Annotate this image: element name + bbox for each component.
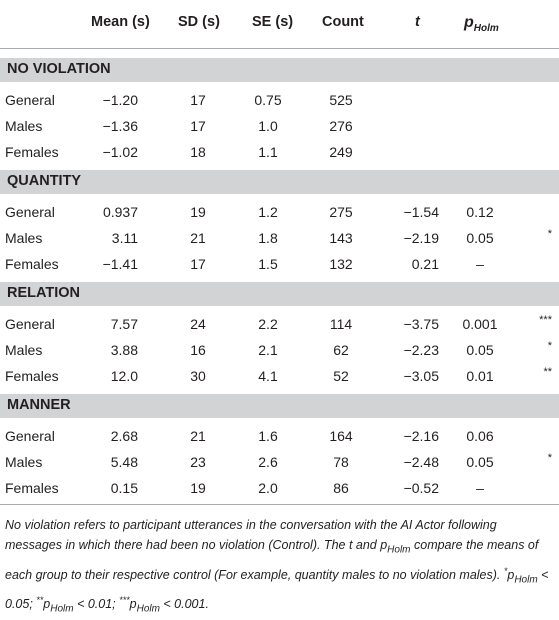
table-row: [0, 230, 559, 250]
cell-t: −3.75: [403, 316, 439, 332]
cell-count: 525: [329, 92, 353, 108]
cell-group: Females: [5, 144, 59, 160]
cell-se: 2.2: [258, 316, 278, 332]
cell-mean: −1.20: [102, 92, 138, 108]
cell-mean: 3.88: [110, 342, 138, 358]
cell-group: Males: [5, 118, 43, 134]
cell-se: 4.1: [258, 368, 278, 384]
cell-sd: 17: [190, 92, 206, 108]
cell-count: 52: [333, 368, 349, 384]
cell-sd: 17: [190, 118, 206, 134]
cell-se: 1.8: [258, 230, 278, 246]
section-header: [0, 394, 559, 418]
cell-se: 1.5: [258, 256, 278, 272]
cell-t: −2.48: [403, 454, 439, 470]
cell-count: 132: [329, 256, 353, 272]
cell-group: General: [5, 204, 55, 220]
header-mean: Mean (s): [91, 14, 150, 30]
cell-t: 0.21: [411, 256, 439, 272]
cell-group: Females: [5, 368, 59, 384]
cell-sd: 24: [190, 316, 206, 332]
cell-mean: 7.57: [110, 316, 138, 332]
cell-mean: −1.41: [102, 256, 138, 272]
cell-se: 0.75: [254, 92, 282, 108]
cell-sig: *: [547, 228, 552, 240]
table-row: [0, 428, 559, 448]
section-title: QUANTITY: [7, 173, 82, 189]
cell-group: General: [5, 92, 55, 108]
cell-sd: 30: [190, 368, 206, 384]
cell-t: −0.52: [403, 480, 439, 496]
cell-sd: 19: [190, 204, 206, 220]
cell-sd: 19: [190, 480, 206, 496]
cell-p: –: [476, 480, 484, 496]
header-sd: SD (s): [178, 14, 220, 30]
section-title: RELATION: [7, 285, 81, 301]
cell-p: 0.01: [466, 368, 494, 384]
cell-se: 2.0: [258, 480, 278, 496]
cell-se: 1.6: [258, 428, 278, 444]
table-row: [0, 118, 559, 138]
cell-sig: **: [543, 366, 552, 378]
cell-p: 0.001: [462, 316, 498, 332]
cell-sig: *: [547, 452, 552, 464]
cell-p: 0.05: [466, 342, 494, 358]
table-row: [0, 480, 559, 500]
cell-count: 86: [333, 480, 349, 496]
table-row: [0, 92, 559, 112]
cell-p: 0.12: [466, 204, 494, 220]
table-row: [0, 342, 559, 362]
table-header-row: [0, 14, 559, 36]
cell-count: 62: [333, 342, 349, 358]
cell-group: Females: [5, 480, 59, 496]
cell-mean: 0.937: [102, 204, 138, 220]
cell-t: −1.54: [403, 204, 439, 220]
cell-p: 0.05: [466, 454, 494, 470]
cell-t: −3.05: [403, 368, 439, 384]
cell-sd: 21: [190, 428, 206, 444]
cell-se: 1.2: [258, 204, 278, 220]
table-row: [0, 316, 559, 336]
cell-mean: −1.02: [102, 144, 138, 160]
cell-se: 2.6: [258, 454, 278, 470]
header-count: Count: [322, 14, 364, 30]
cell-se: 1.1: [258, 144, 278, 160]
cell-sd: 21: [190, 230, 206, 246]
header-rule: [0, 48, 559, 49]
cell-mean: −1.36: [102, 118, 138, 134]
cell-sd: 17: [190, 256, 206, 272]
cell-count: 143: [329, 230, 353, 246]
cell-group: General: [5, 428, 55, 444]
table-row: [0, 256, 559, 276]
table-row: [0, 368, 559, 388]
cell-sig: *: [547, 340, 552, 352]
section-title: NO VIOLATION: [7, 61, 111, 77]
cell-p: –: [476, 256, 484, 272]
table-footnote: No violation refers to participant utterances in the conversation with the AI Actor following messages in which there had been no violation (Control). The t and $p_{Holm}$ compare the means of each group to their respective control (For example, quantity males to no violation males). $^*p_{Holm} < 0.05$; $^{**}p_{Holm} < 0.01$; $^{***}p_{Holm} < 0.001$.: [5, 518, 549, 615]
bottom-rule: [0, 504, 559, 505]
cell-count: 276: [329, 118, 353, 134]
cell-group: Males: [5, 454, 43, 470]
cell-mean: 3.11: [111, 230, 138, 246]
cell-mean: 2.68: [110, 428, 138, 444]
cell-group: Males: [5, 230, 43, 246]
table-row: [0, 204, 559, 224]
cell-group: Females: [5, 256, 59, 272]
table-row: [0, 454, 559, 474]
cell-t: −2.16: [403, 428, 439, 444]
cell-group: Males: [5, 342, 43, 358]
cell-sd: 23: [190, 454, 206, 470]
header-se: SE (s): [252, 14, 294, 30]
cell-t: −2.23: [403, 342, 439, 358]
cell-group: General: [5, 316, 55, 332]
cell-count: 78: [333, 454, 349, 470]
section-header: [0, 170, 559, 194]
cell-sig: ***: [539, 314, 552, 326]
header-t: t: [415, 14, 420, 30]
cell-sd: 18: [190, 144, 206, 160]
header-p-holm: $p_{Holm}$: [464, 14, 499, 34]
section-header: [0, 58, 559, 82]
cell-mean: 5.48: [110, 454, 138, 470]
cell-se: 2.1: [258, 342, 278, 358]
cell-mean: 0.15: [110, 480, 138, 496]
cell-count: 275: [329, 204, 353, 220]
cell-mean: 12.0: [110, 368, 138, 384]
cell-count: 114: [329, 316, 353, 332]
section-title: MANNER: [7, 397, 71, 413]
cell-sd: 16: [190, 342, 206, 358]
cell-count: 249: [329, 144, 353, 160]
section-header: [0, 282, 559, 306]
cell-p: 0.05: [466, 230, 494, 246]
cell-se: 1.0: [258, 118, 278, 134]
cell-t: −2.19: [403, 230, 439, 246]
cell-p: 0.06: [466, 428, 494, 444]
table-row: [0, 144, 559, 164]
cell-count: 164: [329, 428, 353, 444]
